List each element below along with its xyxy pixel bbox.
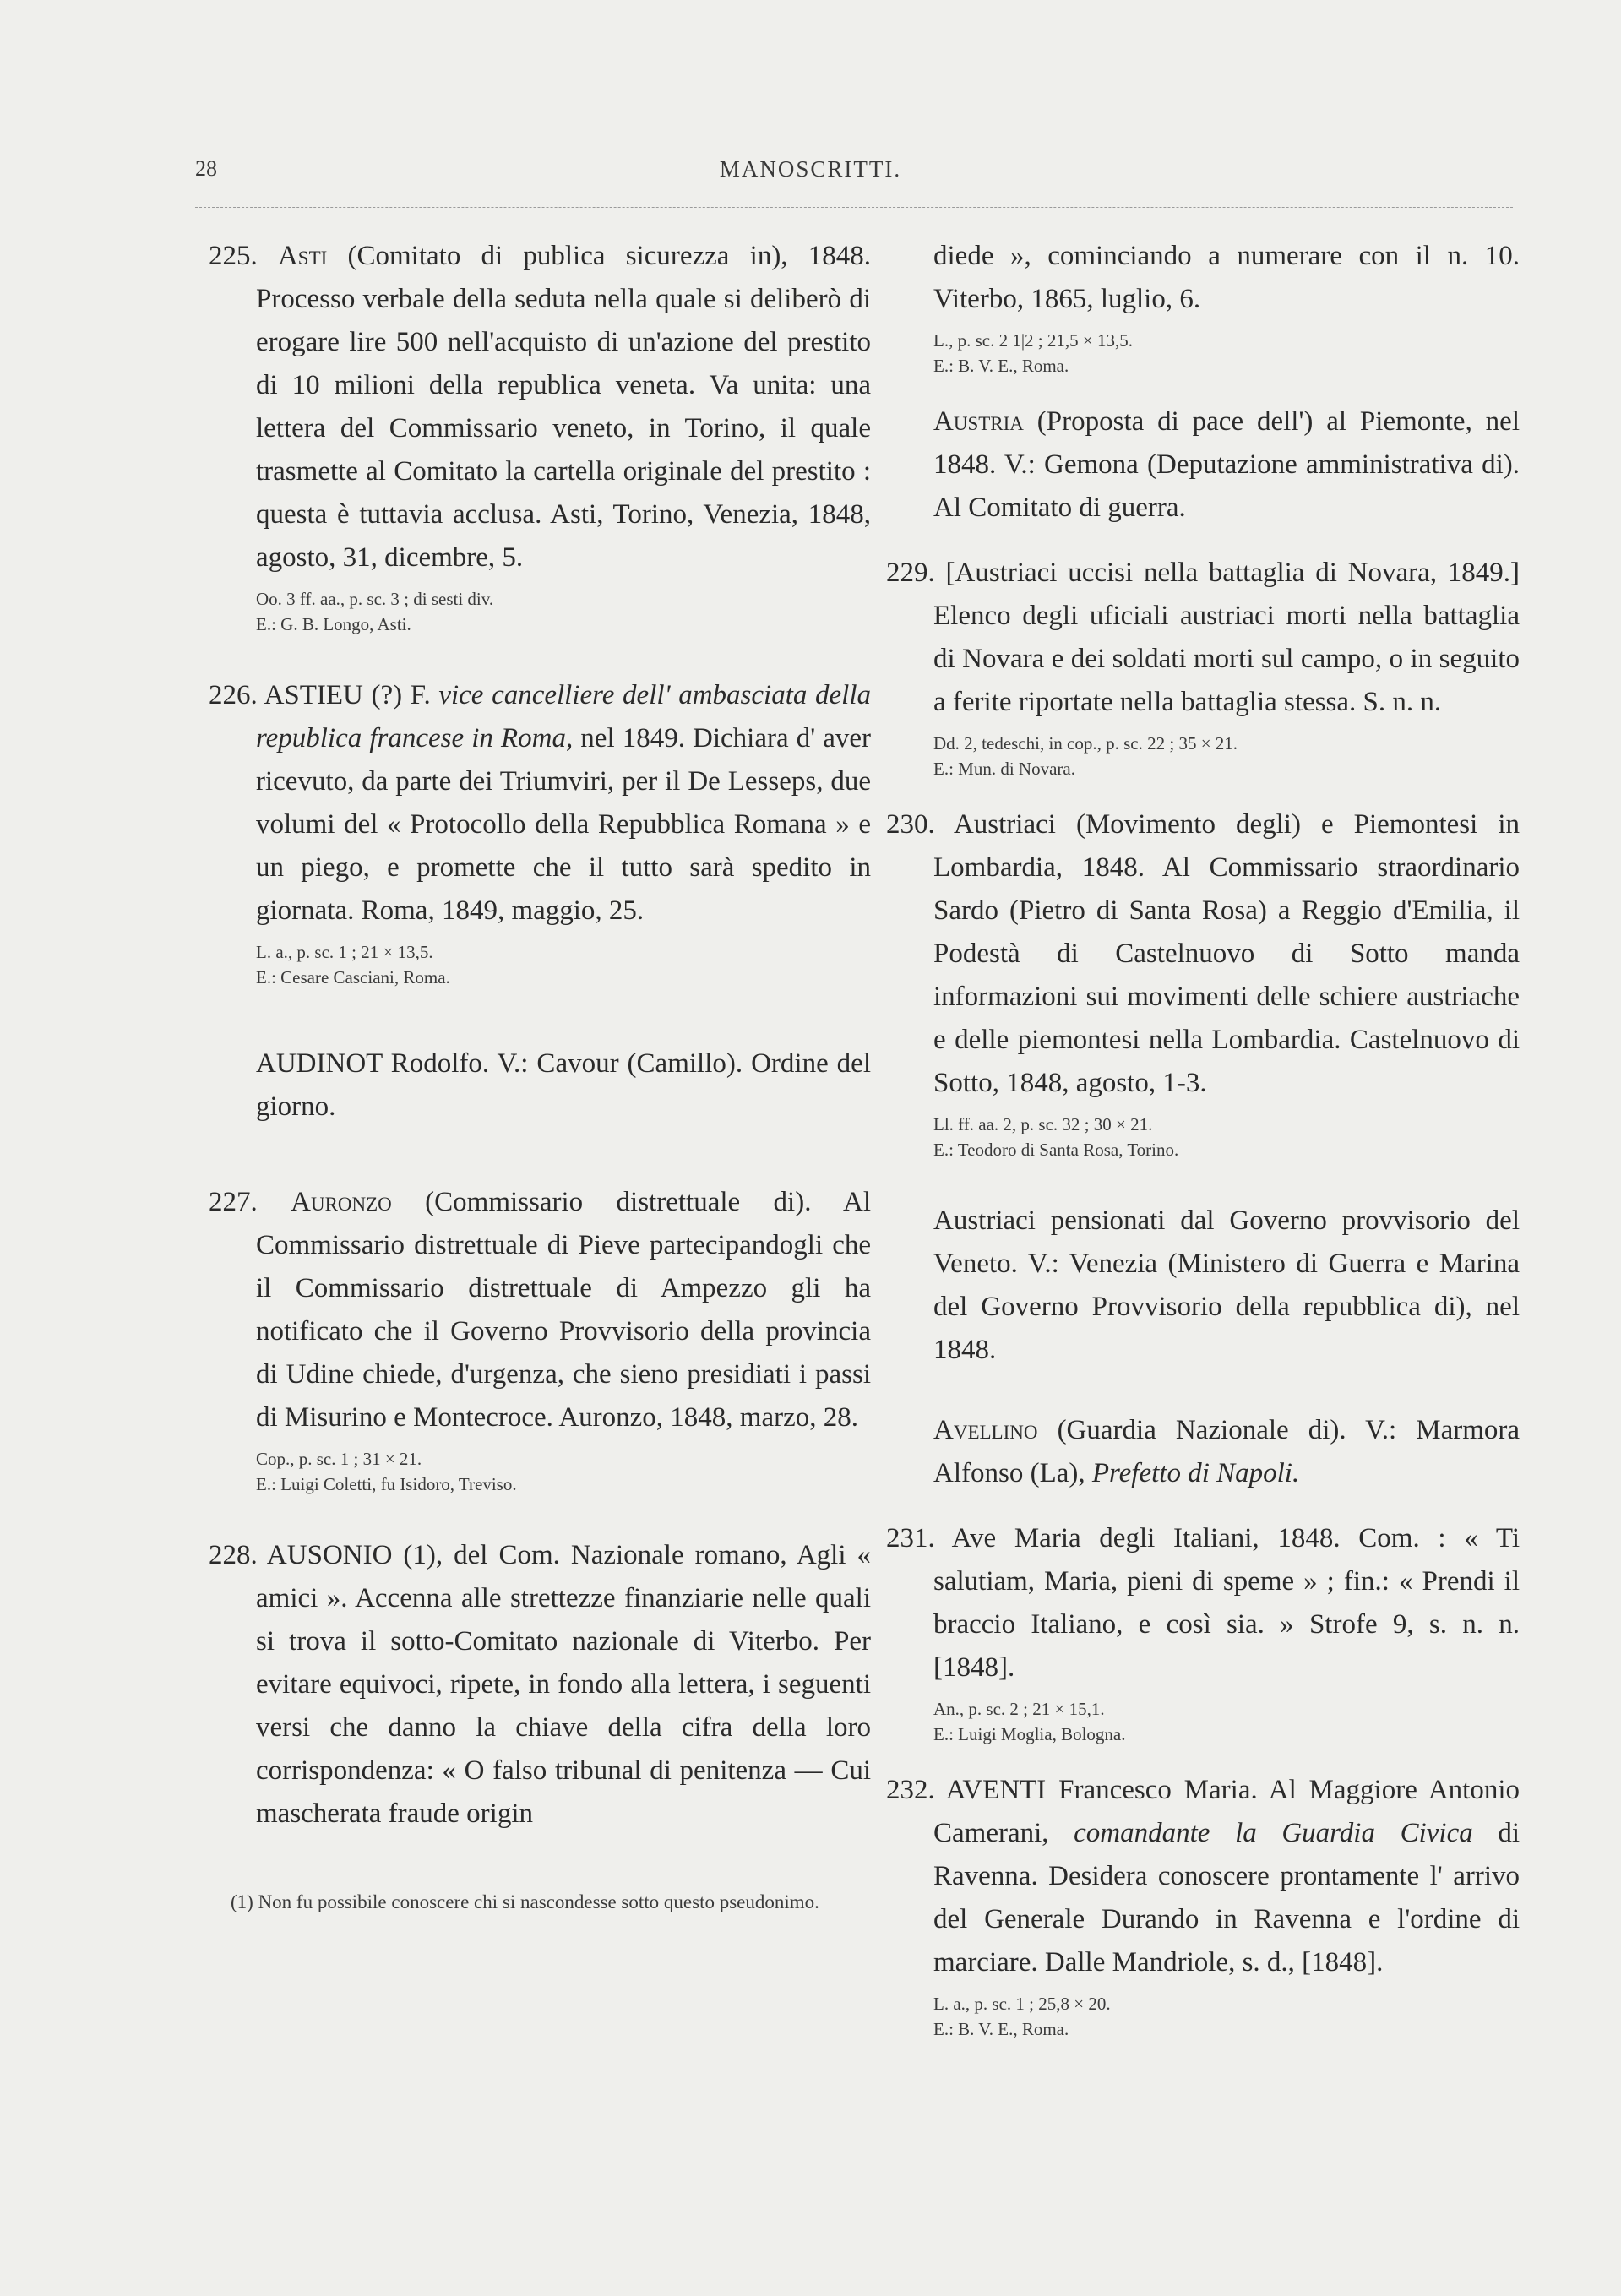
entry-text: (Comitato di publica sicurezza in), 1848. Processo verbale della seduta nella quale si deliberò di erogare lire 500 nell'acquisto di un'azione del prestito di 10 milioni della republica veneta. Va unita: una lettera del Commissario veneto, in Torino, il quale trasmette al Comitato la cartella originale del prestito : questa è tuttavia acclusa. Asti, Torino, Venezia, 1848, agosto, 31, dicembre, 5. — [256, 241, 872, 573]
meta-owner: E.: Luigi Moglia, Bologna. — [933, 1724, 1126, 1744]
header-rule — [195, 207, 1513, 208]
entry-228-continuation: diede », cominciando a numerare con il n. 10. Viterbo, 1865, luglio, 6. — [933, 241, 1520, 314]
entry-meta — [886, 328, 1520, 378]
meta-description: Cop., p. sc. 1 ; 31 × 21. — [256, 1449, 422, 1469]
meta-description: An., p. sc. 2 ; 21 × 15,1. — [933, 1699, 1105, 1719]
running-head: MANOSCRITTI. — [719, 156, 902, 182]
entry-number: 226. — [209, 680, 258, 710]
entry-meta — [209, 1446, 871, 1497]
entry-meta — [886, 1112, 1520, 1162]
entry-heading: Austria — [933, 406, 1024, 437]
entry-number: 228. — [209, 1540, 258, 1570]
entry-number: 229. — [886, 558, 935, 588]
cross-reference-avellino — [886, 1409, 1520, 1495]
entry-meta — [886, 731, 1520, 781]
entry-text: del Com. Nazionale romano, Agli « amici ». Accenna alle strettezze finanziarie nelle quali si trova il sotto-Comitato nazionale di Viterbo. Per evitare equivoci, ripete, in fondo alla lettera, i seguenti versi che danno la chiave della cifra della loro corrispondenza: « O falso tribunal di penitenza — Cui mascherata fraude origin — [256, 1540, 871, 1829]
meta-owner: E.: B. V. E., Roma. — [933, 356, 1069, 376]
entry-text: (Commissario distrettuale di). Al Commissario distrettuale di Pieve partecipandogli che il Commissario distrettuale di Ampezzo gli ha notificato che il Governo Provvisorio della provincia di Udine chiede, d'urgenza, che sieno presidiati i passi di Misurino e Montecroce. Auronzo, 1848, marzo, 28. — [256, 1187, 871, 1433]
entry-heading: Avellino — [933, 1415, 1038, 1445]
entry-number: 227. — [209, 1187, 258, 1217]
meta-owner: E.: Cesare Casciani, Roma. — [256, 967, 450, 987]
meta-owner: E.: Teodoro di Santa Rosa, Torino. — [933, 1140, 1179, 1160]
entry-text: Al Maggiore Antonio Camerani, — [933, 1775, 1520, 1848]
entry-number: 230. — [886, 809, 935, 840]
entry-227 — [209, 1181, 871, 1439]
left-column — [209, 235, 871, 1916]
entry-text: Ave Maria degli Italiani, 1848. Com. : « Ti salutiam, Maria, pieni di speme » ; fin.: « Prendi il braccio Italiano, e così sia. » Strofe 9, s. n. n. [1848]. — [933, 1523, 1520, 1683]
entry-title-italic: Prefetto di Napoli. — [1091, 1458, 1300, 1488]
meta-description: Oo. 3 ff. aa., p. sc. 3 ; di sesti div. — [256, 589, 494, 609]
entry-number: 231. — [886, 1523, 935, 1553]
entry-title-italic: comandante la Guardia Civica — [1074, 1818, 1473, 1848]
entry-231 — [886, 1517, 1520, 1689]
entry-meta — [886, 1696, 1520, 1747]
right-column — [886, 235, 1520, 2042]
entry-text: Austriaci (Movimento degli) e Piemontesi in Lombardia, 1848. Al Commissario straordinario Sardo (Pietro di Santa Rosa) a Reggio d'Emilia, il Podestà di Castelnuovo di Sotto manda informazioni sui movimenti delle schiere austriache e delle piemontesi nella Lombardia. Castelnuovo di Sotto, 1848, agosto, 1-3. — [933, 809, 1520, 1098]
meta-owner: E.: Luigi Coletti, fu Isidoro, Treviso. — [256, 1474, 517, 1494]
meta-owner: E.: G. B. Longo, Asti. — [256, 614, 411, 634]
entry-225 — [209, 235, 871, 579]
entry-text: di Ravenna. Desidera conoscere prontamente l' arrivo del Generale Durando in Ravenna e l'ordine di marciare. Dalle Mandriole, s. d., [1848]. — [933, 1818, 1520, 1978]
entry-text: (Guardia Nazionale di). V.: Marmora Alfonso (La), — [933, 1415, 1520, 1488]
entry-232 — [886, 1769, 1520, 1984]
meta-description: Dd. 2, tedeschi, in cop., p. sc. 22 ; 35 × 21. — [933, 733, 1238, 754]
meta-owner: E.: B. V. E., Roma. — [933, 2019, 1069, 2039]
entry-meta — [886, 1991, 1520, 2042]
entry-heading: AVENTI Francesco Maria. — [945, 1775, 1258, 1805]
entry-number: 225. — [209, 241, 258, 271]
entry-title-italic: vice cancelliere dell' ambasciata della republica francese in Roma, — [256, 680, 871, 754]
page-number: 28 — [195, 156, 217, 181]
cross-reference-austriaci-pensionati: Austriaci pensionati dal Governo provvisorio del Veneto. V.: Venezia (Ministero di Guerra e Marina del Governo Provvisorio della repubblica di), nel 1848. — [933, 1205, 1520, 1365]
meta-description: L. a., p. sc. 1 ; 25,8 × 20. — [933, 1994, 1111, 2014]
entry-228 — [209, 1534, 871, 1836]
entry-text: (Proposta di pace dell') al Piemonte, nel 1848. V.: Gemona (Deputazione amministrativa di). Al Comitato di guerra. — [933, 406, 1520, 523]
meta-owner: E.: Mun. di Novara. — [933, 759, 1075, 779]
entry-230 — [886, 803, 1520, 1105]
entry-text: [Austriaci uccisi nella battaglia di Novara, 1849.] Elenco degli uficiali austriaci morti nella battaglia di Novara e dei soldati morti sul campo, o in seguito a ferite riportate nella battaglia stessa. S. n. n. — [933, 558, 1520, 717]
entry-text: nel 1849. Dichiara d' aver ricevuto, da parte dei Triumviri, per il De Lesseps, due volumi del « Protocollo della Repubblica Romana » e un piego, e promette che il tutto sarà spedito in giornata. Roma, 1849, maggio, 25. — [256, 723, 872, 926]
meta-description: L. a., p. sc. 1 ; 21 × 13,5. — [256, 942, 433, 962]
meta-description: L., p. sc. 2 1|2 ; 21,5 × 13,5. — [933, 330, 1133, 351]
meta-description: Ll. ff. aa. 2, p. sc. 32 ; 30 × 21. — [933, 1114, 1153, 1134]
entry-heading: Asti — [277, 241, 328, 271]
entry-meta — [209, 939, 871, 990]
entry-229 — [886, 552, 1520, 724]
entry-226 — [209, 674, 871, 933]
entry-heading: Auronzo — [291, 1187, 392, 1217]
entry-heading: ASTIEU (?) F. — [264, 680, 431, 710]
entry-number: 232. — [886, 1775, 935, 1805]
footnote: (1) Non fu possibile conoscere chi si nascondesse sotto questo pseudonimo. — [231, 1891, 819, 1912]
entry-meta — [209, 586, 871, 637]
cross-reference-austria — [886, 400, 1520, 530]
entry-heading: AUSONIO (1), — [266, 1540, 443, 1570]
cross-reference-audinot: AUDINOT Rodolfo. V.: Cavour (Camillo). Ordine del giorno. — [256, 1048, 871, 1122]
